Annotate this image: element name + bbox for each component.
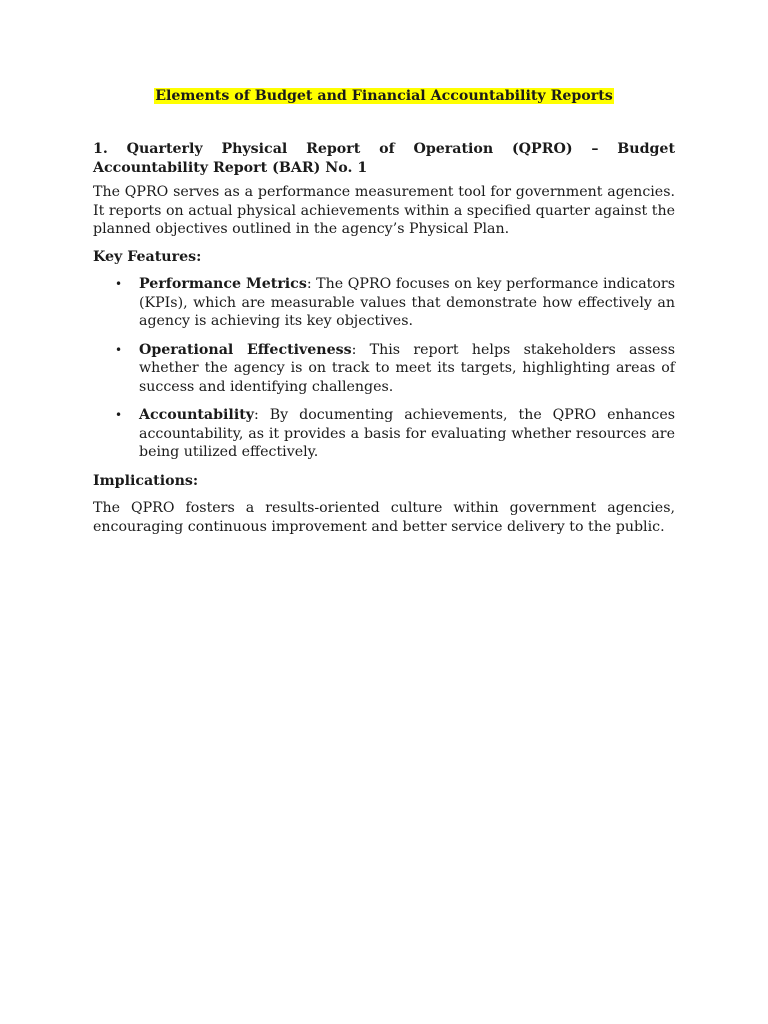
feature-text: : By documenting achievements, the QPRO enhances accountability, as it provides a basis for evaluating whether resources are being utilized effectively. [139,407,675,460]
feature-term: Performance Metrics [139,276,307,292]
list-item [93,406,675,462]
bullet-icon: • [115,408,123,422]
document-title [93,86,675,106]
list-item [93,341,675,397]
document-page [93,86,675,545]
implications-paragraph: The QPRO fosters a results-oriented culture within government agencies, encouraging continuous improvement and better service delivery to the public. [93,500,675,535]
list-item [93,275,675,331]
key-features-heading: Key Features: [93,248,202,265]
section-intro-paragraph: The QPRO serves as a performance measurement tool for government agencies. It reports on actual physical achievements within a specified quarter against the planned objectives outlined in the agency’s Physical Plan. [93,184,675,237]
feature-text: : This report helps stakeholders assess whether the agency is on track to meet its targets, highlighting areas of success and identifying challenges. [139,341,675,395]
key-features-list [93,275,675,462]
feature-text: : The QPRO focuses on key performance indicators (KPIs), which are measurable values that demonstrate how effectively an agency is achieving its key objectives. [139,276,675,329]
feature-term: Operational Effectiveness [139,341,352,358]
document-title-text: Elements of Budget and Financial Accountability Reports [155,88,613,104]
feature-term: Accountability [139,407,255,423]
bullet-icon: • [115,277,123,291]
bullet-icon: • [115,342,123,357]
section-heading: 1. Quarterly Physical Report of Operation (QPRO) – Budget Accountability Report (BAR) No. 1 [93,141,675,176]
implications-heading: Implications: [93,472,199,489]
